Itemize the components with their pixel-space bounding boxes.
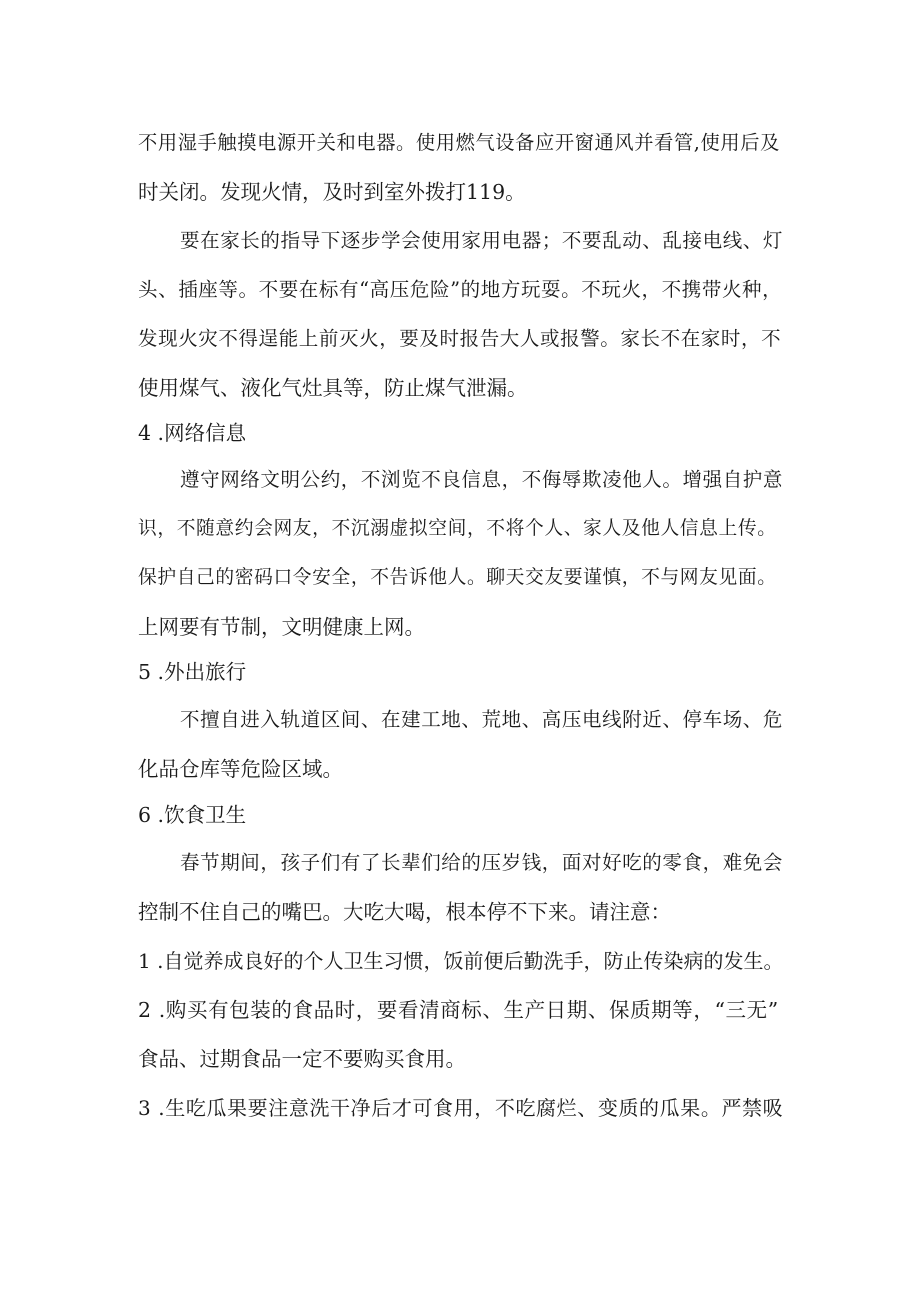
paragraph-line: 要在家长的指导下逐步学会使用家用电器；不要乱动、乱接电线、灯: [180, 229, 784, 252]
list-item: 1 .自觉养成良好的个人卫生习惯，饭前便后勤洗手，防止传染病的发生。: [138, 949, 784, 973]
paragraph-line: 头、插座等。不要在标有“高压危险”的地方玩耍。不玩火，不携带火种，: [138, 278, 783, 301]
paragraph-line: 保护自己的密码口令安全，不告诉他人。聊天交友要谨慎，不与网友见面。: [138, 567, 777, 588]
paragraph-line: 时关闭。发现火情，及时到室外拨打119。: [138, 180, 526, 204]
list-item: 2 .购买有包装的食品时，要看清商标、生产日期、保质期等，“三无”: [138, 998, 779, 1022]
paragraph-line: 识，不随意约会网友，不沉溺虚拟空间，不将个人、家人及他人信息上传。: [138, 518, 777, 539]
paragraph-line: 控制不住自己的嘴巴。大吃大喝，根本停不下来。请注意：: [138, 900, 671, 924]
paragraph-line: 遵守网络文明公约，不浏览不良信息，不侮辱欺凌他人。增强自护意: [180, 468, 784, 491]
paragraph-line: 春节期间，孩子们有了长辈们给的压岁钱，面对好吃的零食，难免会: [180, 851, 784, 874]
paragraph-line: 发现火灾不得逞能上前灭火，要及时报告大人或报警。家长不在家时，不: [138, 327, 782, 350]
paragraph-line: 不用湿手触摸电源开关和电器。使用燃气设备应开窗通风并看管,使用后及: [138, 131, 780, 154]
paragraph-line: 上网要有节制，文明健康上网。: [138, 615, 425, 639]
list-item: 3 .生吃瓜果要注意洗干净后才可食用，不吃腐烂、变质的瓜果。严禁吸: [138, 1096, 784, 1120]
section-heading: 5 .外出旅行: [138, 660, 247, 684]
paragraph-line: 食品、过期食品一定不要购买食用。: [138, 1047, 466, 1071]
paragraph-line: 使用煤气、液化气灶具等，防止煤气泄漏。: [138, 376, 528, 400]
section-heading: 6 .饮食卫生: [138, 803, 247, 827]
paragraph-line: 化品仓库等危险区域。: [138, 757, 343, 781]
paragraph-line: 不擅自进入轨道区间、在建工地、荒地、高压电线附近、停车场、危: [180, 708, 784, 731]
section-heading: 4 .网络信息: [138, 421, 247, 445]
